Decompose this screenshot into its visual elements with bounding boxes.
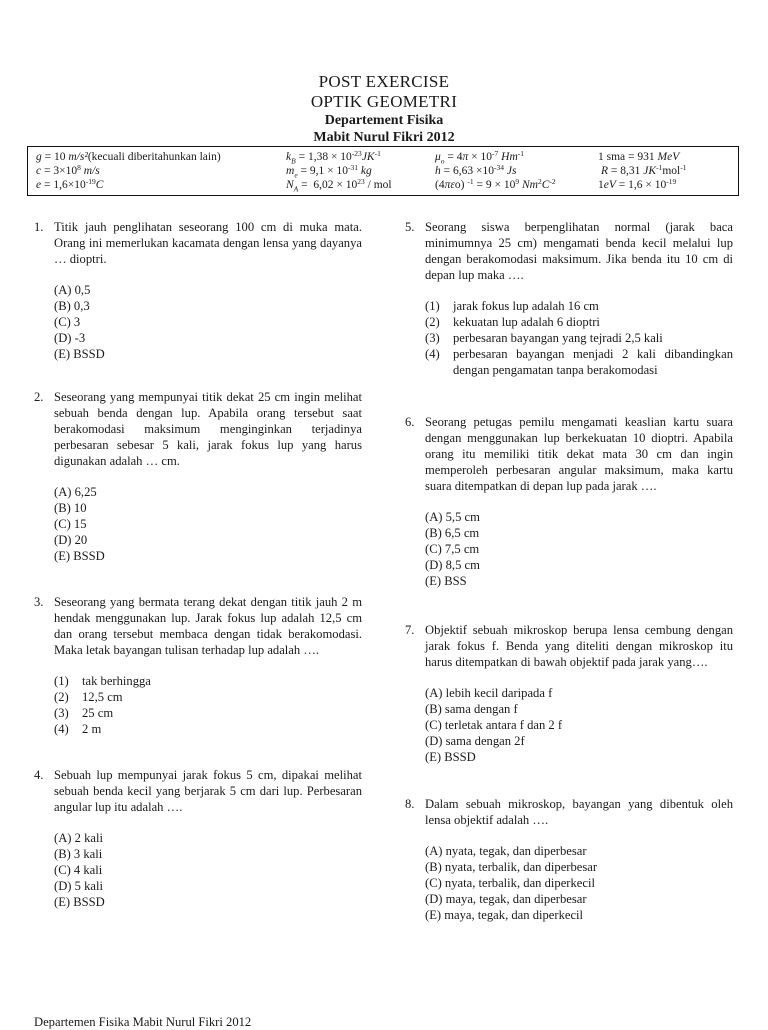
const-ev: $1eV = 1,6 \times 10^{-19}$ bbox=[598, 177, 677, 191]
statement: (2) 12,5 cm bbox=[54, 690, 123, 704]
option: (C) nyata, terbalik, dan diperkecil bbox=[425, 876, 595, 890]
department-label: Departement Fisika bbox=[324, 113, 444, 128]
option: (D) 8,5 cm bbox=[425, 558, 480, 572]
statement: (4) perbesaran bayangan menjadi 2 kali dibandingkan dengan pengamatan tanpa berakomodasi bbox=[425, 347, 733, 377]
option: (B) 0,3 bbox=[54, 299, 90, 313]
question-text: Objektif sebuah mikroskop berupa lensa cembung dengan jarak fokus f. Benda yang diteliti dengan mikroskop itu harus ditempatkan di bawah objektif pada jarak yang…. bbox=[425, 623, 733, 669]
question-2 bbox=[34, 389, 362, 564]
option: (E) BSSD bbox=[54, 895, 105, 909]
question-5 bbox=[405, 219, 733, 378]
option: (A) 2 kali bbox=[54, 831, 103, 845]
const-gas: R = 8,31 $JK^{-1}mol^{-1}$ bbox=[601, 163, 687, 177]
statement: (2) kekuatan lup adalah 6 dioptri bbox=[425, 315, 600, 329]
page-header bbox=[0, 72, 768, 146]
constants-table bbox=[27, 146, 739, 196]
option: (A) nyata, tegak, dan diperbesar bbox=[425, 844, 587, 858]
question-text: Seorang siswa berpenglihatan normal (jarak baca minimumnya 25 cm) mengamati benda kecil melalui lup dengan berakomodasi maksimum. Jika benda itu 10 cm di depan lup maka …. bbox=[425, 220, 733, 282]
question-number: 4. bbox=[34, 768, 44, 782]
question-number: 7. bbox=[405, 623, 415, 637]
option: (A) lebih kecil daripada f bbox=[425, 686, 553, 700]
option: (A) 0,5 bbox=[54, 283, 91, 297]
const-sma: 1 sma = 931 MeV bbox=[598, 151, 680, 163]
option: (D) 5 kali bbox=[54, 879, 103, 893]
option: (C) 7,5 cm bbox=[425, 542, 480, 556]
question-7 bbox=[405, 622, 733, 765]
const-light-speed: $c = 3\times 10^8$ m/s bbox=[36, 163, 100, 177]
option: (A) 5,5 cm bbox=[425, 510, 480, 524]
option: (B) sama dengan f bbox=[425, 702, 518, 716]
right-column bbox=[405, 219, 733, 923]
option: (B) 3 kali bbox=[54, 847, 103, 861]
question-text: Seseorang yang mempunyai titik dekat 25 cm ingin melihat sebuah benda dengan lup. Apabila orang tersebut saat berakomodasi maksimum menginginkan terjadinya perbesaran sebesar 5 kali, jarak fokus lup yang harus digunakan adalah … cm. bbox=[54, 390, 362, 468]
statement: (1) jarak fokus lup adalah 16 cm bbox=[425, 299, 599, 313]
options-list bbox=[425, 685, 733, 765]
const-avogadro: $N_A = 6,02 \times 10^{23}$ / mol bbox=[286, 177, 392, 194]
option: (C) terletak antara f dan 2 f bbox=[425, 718, 563, 732]
statement: (3) perbesaran bayangan yang tejradi 2,5 kali bbox=[425, 331, 663, 345]
title-optik-geometri: OPTIK GEOMETRI bbox=[310, 92, 458, 111]
question-number: 1. bbox=[34, 220, 44, 234]
options-list bbox=[425, 509, 733, 589]
title-post-exercise: POST EXERCISE bbox=[318, 72, 450, 91]
left-column bbox=[34, 219, 362, 910]
option: (C) 3 bbox=[54, 315, 81, 329]
question-6 bbox=[405, 414, 733, 589]
option: (B) 10 bbox=[54, 501, 87, 515]
option: (D) maya, tegak, dan diperbesar bbox=[425, 892, 587, 906]
statement: (3) 25 cm bbox=[54, 706, 114, 720]
statements-list bbox=[425, 298, 733, 378]
question-text: Titik jauh penglihatan seseorang 100 cm di muka mata. Orang ini memerlukan kacamata dengan lensa yang dayanya … dioptri. bbox=[54, 220, 362, 266]
question-text: Seseorang yang bermata terang dekat dengan titik jauh 2 m hendak menggunakan lup. Jarak fokus lup adalah 12,5 cm dan orang tersebut membaca dengan tidak berakomodasi. Maka letak bayangan tulisan terhadap lup adalah …. bbox=[54, 595, 362, 657]
options-list bbox=[54, 830, 362, 910]
constants-row bbox=[28, 150, 738, 165]
option: (A) 6,25 bbox=[54, 485, 97, 499]
option: (E) BSS bbox=[425, 574, 467, 588]
option: (C) 4 kali bbox=[54, 863, 103, 877]
const-permeability: $\mu_o = 4\pi \times 10^{-7}$ $Hm^{-1}$ bbox=[435, 149, 525, 166]
statement: (1) tak berhingga bbox=[54, 674, 151, 688]
options-list bbox=[425, 843, 733, 923]
const-gravity: g = 10 m/s²(kecuali diberitahunkan lain) bbox=[36, 151, 221, 163]
question-text: Seorang petugas pemilu mengamati keaslian kartu suara dengan menggunakan lup berkekuatan 10 dioptri. Apabila orang itu memiliki titik dekat mata 30 cm dan ingin memperoleh perbesaran angular maksimum, maka kartu suara ditempatkan di depan lup pada jarak …. bbox=[425, 415, 733, 493]
page-footer: Departemen Fisika Mabit Nurul Fikri 2012 bbox=[34, 1015, 252, 1029]
question-4 bbox=[34, 767, 362, 910]
options-list bbox=[54, 484, 362, 564]
organization-label: Mabit Nurul Fikri 2012 bbox=[313, 130, 455, 145]
const-coulomb: (4πεo) $^{-1} = 9 \times 10^9$ $Nm^2C^{-2}$ bbox=[435, 177, 556, 191]
options-list bbox=[54, 282, 362, 362]
option: (D) sama dengan 2f bbox=[425, 734, 525, 748]
question-1 bbox=[34, 219, 362, 362]
question-number: 8. bbox=[405, 797, 415, 811]
option: (D) -3 bbox=[54, 331, 86, 345]
const-boltzmann: $k_B = 1,38 \times 10^{-23}JK^{-1}$ bbox=[286, 149, 381, 166]
question-number: 5. bbox=[405, 220, 415, 234]
option: (D) 20 bbox=[54, 533, 88, 547]
option: (C) 15 bbox=[54, 517, 87, 531]
option: (B) 6,5 cm bbox=[425, 526, 480, 540]
constants-row bbox=[28, 164, 738, 179]
question-8 bbox=[405, 796, 733, 923]
question-number: 2. bbox=[34, 390, 44, 404]
option: (E) BSSD bbox=[425, 750, 476, 764]
statements-list bbox=[54, 673, 362, 737]
const-electron-charge: $e = 1,6\times 10^{-19}C$ bbox=[36, 177, 104, 191]
option: (E) BSSD bbox=[54, 549, 105, 563]
question-text: Sebuah lup mempunyai jarak fokus 5 cm, dipakai melihat sebuah benda kecil yang berjarak 5 cm dari lup. Perbesaran angular lup itu adalah …. bbox=[54, 768, 362, 814]
option: (B) nyata, terbalik, dan diperbesar bbox=[425, 860, 598, 874]
option: (E) BSSD bbox=[54, 347, 105, 361]
const-planck: $h = 6,63 \times 10^{-34}$ Js bbox=[435, 163, 517, 177]
const-electron-mass: $m_e = 9,1 \times 10^{-31}$ kg bbox=[286, 163, 372, 180]
statement: (4) 2 m bbox=[54, 722, 102, 736]
option: (E) maya, tegak, dan diperkecil bbox=[425, 908, 584, 922]
constants-row bbox=[28, 178, 738, 193]
question-number: 3. bbox=[34, 595, 44, 609]
question-3 bbox=[34, 594, 362, 737]
question-number: 6. bbox=[405, 415, 415, 429]
question-text: Dalam sebuah mikroskop, bayangan yang dibentuk oleh lensa objektif adalah …. bbox=[425, 797, 733, 827]
